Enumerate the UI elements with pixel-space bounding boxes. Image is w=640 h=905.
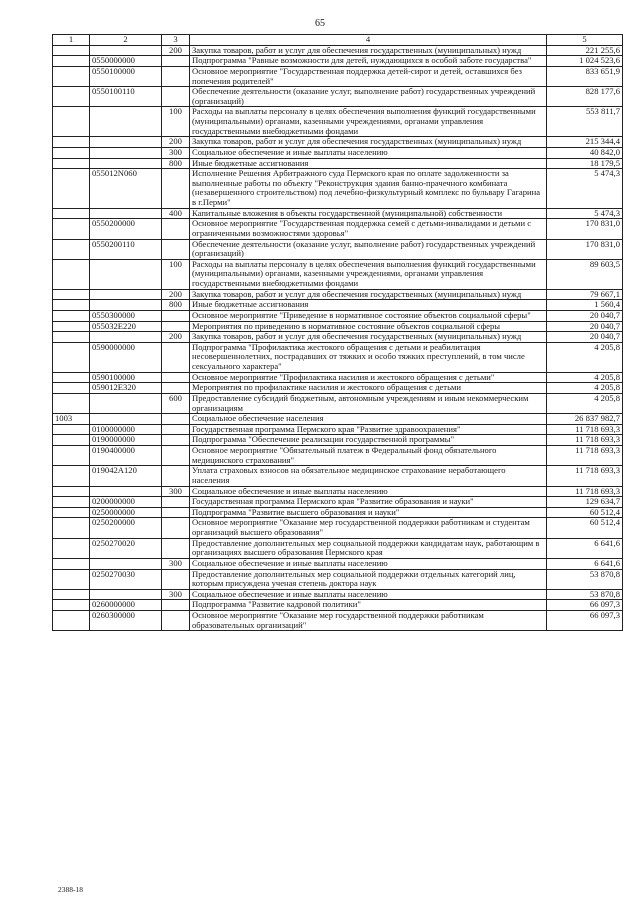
description-cell: Расходы на выплаты персоналу в целях обеспечения выполнения функций государственными (муниципальными) органами, казенными учреждениями, органами управления государственными внебюджетными фондами: [190, 259, 547, 289]
description-cell: Государственная программа Пермского края "Развитие образования и науки": [190, 497, 547, 508]
table-row: [53, 107, 623, 137]
amount-cell: 215 344,4: [547, 137, 623, 148]
table-row: [53, 300, 623, 311]
table-row: [53, 332, 623, 343]
expense-type-cell: [162, 446, 190, 466]
description-cell: Государственная программа Пермского края "Развитие здравоохранения": [190, 424, 547, 435]
section-cell: [53, 383, 90, 394]
amount-cell: 6 641,6: [547, 538, 623, 558]
expense-type-cell: [162, 569, 190, 589]
target-code-cell: 0250000000: [90, 507, 162, 518]
expense-type-cell: [162, 466, 190, 486]
description-cell: Основное мероприятие "Обязательный платеж в Федеральный фонд обязательного медицинского страхования": [190, 446, 547, 466]
target-code-cell: 0260000000: [90, 600, 162, 611]
table-row: [53, 289, 623, 300]
amount-cell: 170 831,0: [547, 219, 623, 239]
description-cell: Уплата страховых взносов на обязательное медицинское страхование неработающего населения: [190, 466, 547, 486]
description-cell: Подпрограмма "Профилактика жестокого обращения с детьми и реабилитация несовершеннолетних, пострадавших от тяжких и особо тяжких преступлений, в том числе сексуального характера": [190, 342, 547, 372]
amount-cell: 18 179,5: [547, 158, 623, 169]
description-cell: Основное мероприятие "Оказание мер государственной поддержки работникам образовательных организаций": [190, 611, 547, 631]
target-code-cell: [90, 414, 162, 425]
amount-cell: 5 474,3: [547, 208, 623, 219]
expense-type-cell: [162, 87, 190, 107]
target-code-cell: 0190400000: [90, 446, 162, 466]
description-cell: Подпрограмма "Развитие кадровой политики": [190, 600, 547, 611]
target-code-cell: [90, 107, 162, 137]
table-row: [53, 486, 623, 497]
amount-cell: 4 205,8: [547, 383, 623, 394]
expense-type-cell: [162, 383, 190, 394]
amount-cell: 66 097,3: [547, 600, 623, 611]
target-code-cell: 0550300000: [90, 310, 162, 321]
expense-type-cell: 200: [162, 332, 190, 343]
amount-cell: 20 040,7: [547, 332, 623, 343]
amount-cell: 4 205,8: [547, 342, 623, 372]
table-row: [53, 147, 623, 158]
expense-type-cell: 400: [162, 208, 190, 219]
section-cell: [53, 332, 90, 343]
description-cell: Расходы на выплаты персоналу в целях обеспечения выполнения функций государственными (муниципальными) органами, казенными учреждениями, органами управления государственными внебюджетными фондами: [190, 107, 547, 137]
description-cell: Закупка товаров, работ и услуг для обеспечения государственных (муниципальных) нужд: [190, 45, 547, 56]
table-row: [53, 600, 623, 611]
section-cell: [53, 600, 90, 611]
description-cell: Основное мероприятие "Профилактика насилия и жестокого обращения с детьми": [190, 372, 547, 383]
description-cell: Предоставление дополнительных мер социальной поддержки отдельных категорий лиц, которым присуждена ученая степень доктора наук: [190, 569, 547, 589]
section-cell: [53, 497, 90, 508]
table-row: [53, 56, 623, 67]
description-cell: Социальное обеспечение и иные выплаты населению: [190, 147, 547, 158]
target-code-cell: 0200000000: [90, 497, 162, 508]
target-code-cell: 0250270030: [90, 569, 162, 589]
table-header-row: [53, 35, 623, 46]
table-row: [53, 393, 623, 413]
expense-type-cell: 100: [162, 107, 190, 137]
section-cell: [53, 169, 90, 209]
description-cell: Мероприятия по профилактике насилия и жестокого обращения с детьми: [190, 383, 547, 394]
section-cell: [53, 486, 90, 497]
amount-cell: 53 870,8: [547, 589, 623, 600]
description-cell: Капитальные вложения в объекты государственной (муниципальной) собственности: [190, 208, 547, 219]
section-cell: [53, 239, 90, 259]
amount-cell: 4 205,8: [547, 372, 623, 383]
expense-type-cell: 300: [162, 486, 190, 497]
expense-type-cell: [162, 66, 190, 86]
target-code-cell: 055012N060: [90, 169, 162, 209]
target-code-cell: 0550200110: [90, 239, 162, 259]
table-row: [53, 66, 623, 86]
amount-cell: 1 024 523,6: [547, 56, 623, 67]
target-code-cell: [90, 158, 162, 169]
section-cell: [53, 372, 90, 383]
target-code-cell: 019042A120: [90, 466, 162, 486]
section-cell: [53, 446, 90, 466]
amount-cell: 40 842,0: [547, 147, 623, 158]
table-row: [53, 435, 623, 446]
description-cell: Социальное обеспечение населения: [190, 414, 547, 425]
description-cell: Социальное обеспечение и иные выплаты населению: [190, 486, 547, 497]
amount-cell: 11 718 693,3: [547, 486, 623, 497]
section-cell: [53, 424, 90, 435]
table-row: [53, 507, 623, 518]
target-code-cell: [90, 589, 162, 600]
table-row: [53, 372, 623, 383]
section-cell: [53, 147, 90, 158]
table-row: [53, 321, 623, 332]
description-cell: Мероприятия по приведению в нормативное состояние объектов социальной сферы: [190, 321, 547, 332]
table-row: [53, 497, 623, 508]
section-cell: [53, 435, 90, 446]
target-code-cell: [90, 259, 162, 289]
amount-cell: 11 718 693,3: [547, 466, 623, 486]
expense-type-cell: 100: [162, 259, 190, 289]
budget-table: [52, 34, 623, 631]
target-code-cell: [90, 289, 162, 300]
table-body: [53, 45, 623, 631]
amount-cell: 221 255,6: [547, 45, 623, 56]
description-cell: Основное мероприятие "Приведение в нормативное состояние объектов социальной сферы": [190, 310, 547, 321]
description-cell: Закупка товаров, работ и услуг для обеспечения государственных (муниципальных) нужд: [190, 332, 547, 343]
amount-cell: 4 205,8: [547, 393, 623, 413]
table-row: [53, 518, 623, 538]
section-cell: [53, 45, 90, 56]
header-col-3: 3: [162, 35, 190, 46]
table-row: [53, 87, 623, 107]
header-col-4: 4: [190, 35, 547, 46]
amount-cell: 833 651,9: [547, 66, 623, 86]
expense-type-cell: [162, 310, 190, 321]
table-row: [53, 424, 623, 435]
expense-type-cell: [162, 239, 190, 259]
target-code-cell: 055032E220: [90, 321, 162, 332]
section-cell: [53, 158, 90, 169]
target-code-cell: 0250270020: [90, 538, 162, 558]
expense-type-cell: 600: [162, 393, 190, 413]
amount-cell: 79 667,1: [547, 289, 623, 300]
expense-type-cell: [162, 424, 190, 435]
header-col-2: 2: [90, 35, 162, 46]
section-cell: [53, 219, 90, 239]
expense-type-cell: [162, 611, 190, 631]
amount-cell: 89 603,5: [547, 259, 623, 289]
table-row: [53, 45, 623, 56]
section-cell: [53, 310, 90, 321]
section-cell: [53, 518, 90, 538]
table-row: [53, 158, 623, 169]
amount-cell: 20 040,7: [547, 321, 623, 332]
expense-type-cell: 300: [162, 589, 190, 600]
target-code-cell: 0550100110: [90, 87, 162, 107]
table-row: [53, 219, 623, 239]
amount-cell: 60 512,4: [547, 518, 623, 538]
description-cell: Предоставление дополнительных мер социальной поддержки кандидатам наук, работающим в организациях высшего образования Пермского края: [190, 538, 547, 558]
amount-cell: 828 177,6: [547, 87, 623, 107]
description-cell: Иные бюджетные ассигнования: [190, 158, 547, 169]
description-cell: Обеспечение деятельности (оказание услуг, выполнение работ) государственных учреждений (организаций): [190, 239, 547, 259]
table-row: [53, 558, 623, 569]
description-cell: Подпрограмма "Равные возможности для детей, нуждающихся в особой заботе государства": [190, 56, 547, 67]
expense-type-cell: [162, 507, 190, 518]
expense-type-cell: [162, 538, 190, 558]
target-code-cell: [90, 558, 162, 569]
target-code-cell: 0250200000: [90, 518, 162, 538]
amount-cell: 170 831,0: [547, 239, 623, 259]
amount-cell: 20 040,7: [547, 310, 623, 321]
document-code: 2388-18: [58, 885, 83, 894]
section-cell: 1003: [53, 414, 90, 425]
table-row: [53, 383, 623, 394]
description-cell: Предоставление субсидий бюджетным, автономным учреждениям и иным некоммерческим организациям: [190, 393, 547, 413]
expense-type-cell: [162, 435, 190, 446]
target-code-cell: [90, 393, 162, 413]
amount-cell: 1 560,4: [547, 300, 623, 311]
section-cell: [53, 558, 90, 569]
section-cell: [53, 56, 90, 67]
target-code-cell: [90, 147, 162, 158]
section-cell: [53, 208, 90, 219]
expense-type-cell: 300: [162, 147, 190, 158]
amount-cell: 11 718 693,3: [547, 435, 623, 446]
section-cell: [53, 137, 90, 148]
table-row: [53, 414, 623, 425]
section-cell: [53, 507, 90, 518]
expense-type-cell: [162, 414, 190, 425]
expense-type-cell: 300: [162, 558, 190, 569]
section-cell: [53, 259, 90, 289]
target-code-cell: 0550100000: [90, 66, 162, 86]
amount-cell: 60 512,4: [547, 507, 623, 518]
amount-cell: 26 837 982,7: [547, 414, 623, 425]
amount-cell: 66 097,3: [547, 611, 623, 631]
section-cell: [53, 300, 90, 311]
target-code-cell: [90, 45, 162, 56]
table-row: [53, 169, 623, 209]
amount-cell: 6 641,6: [547, 558, 623, 569]
expense-type-cell: 200: [162, 137, 190, 148]
section-cell: [53, 107, 90, 137]
page-number: 65: [315, 18, 325, 29]
description-cell: Иные бюджетные ассигнования: [190, 300, 547, 311]
expense-type-cell: [162, 372, 190, 383]
expense-type-cell: 800: [162, 300, 190, 311]
amount-cell: 11 718 693,3: [547, 424, 623, 435]
table-row: [53, 569, 623, 589]
target-code-cell: 0550000000: [90, 56, 162, 67]
description-cell: Основное мероприятие "Государственная поддержка семей с детьми-инвалидами и детьми с ограниченными возможностями здоровья": [190, 219, 547, 239]
target-code-cell: [90, 300, 162, 311]
amount-cell: 5 474,3: [547, 169, 623, 209]
expense-type-cell: [162, 497, 190, 508]
description-cell: Закупка товаров, работ и услуг для обеспечения государственных (муниципальных) нужд: [190, 289, 547, 300]
expense-type-cell: 200: [162, 289, 190, 300]
expense-type-cell: [162, 56, 190, 67]
table-row: [53, 208, 623, 219]
target-code-cell: [90, 486, 162, 497]
expense-type-cell: 200: [162, 45, 190, 56]
description-cell: Закупка товаров, работ и услуг для обеспечения государственных (муниципальных) нужд: [190, 137, 547, 148]
table-row: [53, 538, 623, 558]
expense-type-cell: [162, 600, 190, 611]
amount-cell: 53 870,8: [547, 569, 623, 589]
section-cell: [53, 466, 90, 486]
target-code-cell: 0590100000: [90, 372, 162, 383]
description-cell: Социальное обеспечение и иные выплаты населению: [190, 589, 547, 600]
target-code-cell: 059012E320: [90, 383, 162, 394]
amount-cell: 129 634,7: [547, 497, 623, 508]
table-row: [53, 611, 623, 631]
target-code-cell: 0190000000: [90, 435, 162, 446]
description-cell: Подпрограмма "Развитие высшего образования и науки": [190, 507, 547, 518]
table-row: [53, 342, 623, 372]
section-cell: [53, 538, 90, 558]
section-cell: [53, 87, 90, 107]
table-row: [53, 466, 623, 486]
header-col-1: 1: [53, 35, 90, 46]
description-cell: Социальное обеспечение и иные выплаты населению: [190, 558, 547, 569]
header-col-5: 5: [547, 35, 623, 46]
table-row: [53, 310, 623, 321]
section-cell: [53, 321, 90, 332]
description-cell: Исполнение Решения Арбитражного суда Пермского края по оплате задолженности за выполненные работы по объекту "Реконструкция здания банно-прачечного комбината (незавершенного строительством) под лечебно-физкультурный комплекс по бульвару Гагарина в г.Перми": [190, 169, 547, 209]
expense-type-cell: [162, 321, 190, 332]
description-cell: Основное мероприятие "Государственная поддержка детей-сирот и детей, оставшихся без попечения родителей": [190, 66, 547, 86]
expense-type-cell: 800: [162, 158, 190, 169]
table-row: [53, 446, 623, 466]
amount-cell: 11 718 693,3: [547, 446, 623, 466]
section-cell: [53, 611, 90, 631]
section-cell: [53, 569, 90, 589]
table-row: [53, 137, 623, 148]
expense-type-cell: [162, 518, 190, 538]
table-row: [53, 589, 623, 600]
description-cell: Обеспечение деятельности (оказание услуг, выполнение работ) государственных учреждений (организаций): [190, 87, 547, 107]
target-code-cell: [90, 208, 162, 219]
target-code-cell: 0100000000: [90, 424, 162, 435]
expense-type-cell: [162, 169, 190, 209]
description-cell: Основное мероприятие "Оказание мер государственной поддержки работникам и студентам организаций высшего образования": [190, 518, 547, 538]
description-cell: Подпрограмма "Обеспечение реализации государственной программы": [190, 435, 547, 446]
section-cell: [53, 66, 90, 86]
target-code-cell: 0590000000: [90, 342, 162, 372]
expense-type-cell: [162, 219, 190, 239]
table-row: [53, 259, 623, 289]
target-code-cell: 0550200000: [90, 219, 162, 239]
target-code-cell: 0260300000: [90, 611, 162, 631]
section-cell: [53, 393, 90, 413]
target-code-cell: [90, 137, 162, 148]
amount-cell: 553 811,7: [547, 107, 623, 137]
expense-type-cell: [162, 342, 190, 372]
section-cell: [53, 589, 90, 600]
table-row: [53, 239, 623, 259]
section-cell: [53, 342, 90, 372]
section-cell: [53, 289, 90, 300]
target-code-cell: [90, 332, 162, 343]
